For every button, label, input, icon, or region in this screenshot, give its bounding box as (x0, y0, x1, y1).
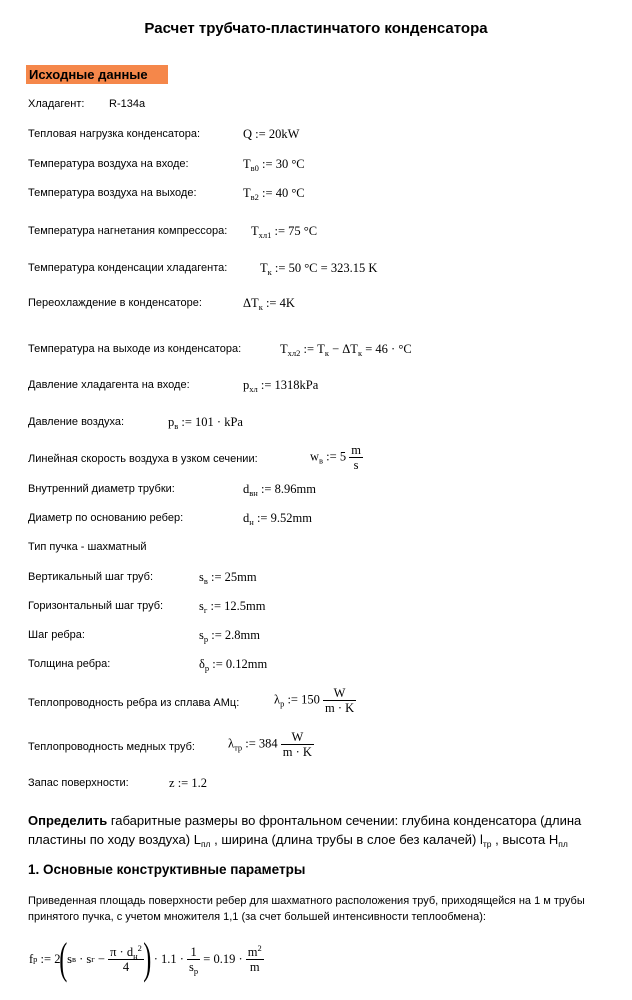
param-label: Температура нагнетания компрессора: (28, 225, 228, 237)
param-label: Вертикальный шаг труб: (28, 571, 154, 583)
param-label: Толщина ребра: (28, 658, 111, 670)
param-formula: Q := 20kW (243, 127, 300, 141)
param-formula: $T_{в2}$ := 40 °C (243, 186, 305, 202)
param-formula: $w_в$ := 5 $\frac{m}{s}$ (310, 443, 361, 472)
param-label: Диаметр по основанию ребер: (28, 512, 184, 524)
param-formula: $s_в$ := 25mm (199, 570, 257, 586)
section-1-text: Приведенная площадь поверхности ребер для шахматного расположения труб, приходящейся на 1 м трубы принятого пучка, с учетом множителя 1,1 (за счет большей интенсивности теплообмена): (28, 895, 585, 923)
param-label: Запас поверхности: (28, 777, 129, 789)
param-formula: $T_{в0}$ := 30 °C (243, 157, 305, 173)
param-formula: $p_в$ := 101 · kPa (168, 415, 243, 431)
param-formula: $\lambda_р$ := 150 $\frac{W}{m \cdot K}$ (274, 686, 355, 715)
param-formula: $\lambda_{тр}$ := 384 $\frac{W}{m \cdot K}$ (228, 730, 312, 759)
param-formula: $s_р$ := 2.8mm (199, 628, 260, 644)
param-label: Тепловая нагрузка конденсатора: (28, 128, 201, 140)
param-label: Давление воздуха: (28, 416, 125, 428)
param-formula: $T_к$ := 50 °C = 323.15 K (260, 261, 378, 277)
param-label: Температура на выходе из конденсатора: (28, 343, 242, 355)
param-label: Теплопроводность ребра из сплава АМц: (28, 697, 240, 709)
param-formula: $d_{вн}$ := 8.96mm (243, 482, 316, 498)
param-label: Температура воздуха на входе: (28, 158, 189, 170)
param-label: Внутренний диаметр трубки: (28, 483, 175, 495)
param-label: Линейная скорость воздуха в узком сечении: (28, 453, 258, 465)
param-label: Теплопроводность медных труб: (28, 741, 195, 753)
param-label: Горизонтальный шаг труб: (28, 600, 164, 612)
param-formula: $\delta_р$ := 0.12mm (199, 657, 268, 673)
param-formula: $d_н$ := 9.52mm (243, 511, 312, 527)
param-formula: $T_{хл2}$ := $T_к - \Delta T_к = 46 \cdot ^\circ C$ (280, 342, 412, 358)
param-formula: z := 1.2 (169, 776, 207, 790)
define-paragraph: Определить габаритные размеры во фронтальном сечении: глубина конденсатора (длина пластины по ходу воздуха) $L_{пл}$ , ширина (длина трубы в слое без калачей) $l_{тр}$ , высота $H_{пл}$ (28, 813, 582, 849)
refrigerant-value: R-134a (109, 98, 146, 110)
param-label: Шаг ребра: (28, 629, 85, 641)
page-title: Расчет трубчато-пластинчатого конденсатора (144, 20, 488, 37)
refrigerant-label: Хладагент: (28, 98, 85, 110)
param-formula: $T_{хл1}$ := 75 °C (251, 224, 318, 240)
section-1-header: 1. Основные конструктивные параметры (28, 862, 306, 877)
param-formula: $\Delta T_к$ := 4K (243, 296, 295, 312)
bundle-type-label: Тип пучка - шахматный (28, 541, 147, 553)
param-formula: $p_{хл}$ := 1318kPa (243, 378, 319, 394)
section-initial-data: Исходные данные (26, 65, 168, 84)
param-label: Температура воздуха на выходе: (28, 187, 197, 199)
formula-fin-area: f р := 2 ( s в · s г − $\frac{\pi \cdot d_н^2}{4}$ ) · 1.1 · $\frac{1}{s_р}$ = 0.19 · $\frac{m^2}{m}$ (29, 934, 262, 983)
param-label: Давление хладагента на входе: (28, 379, 190, 391)
param-formula: $s_г$ := 12.5mm (199, 599, 266, 615)
param-label: Температура конденсации хладагента: (28, 262, 228, 274)
param-label: Переохлаждение в конденсаторе: (28, 297, 202, 309)
